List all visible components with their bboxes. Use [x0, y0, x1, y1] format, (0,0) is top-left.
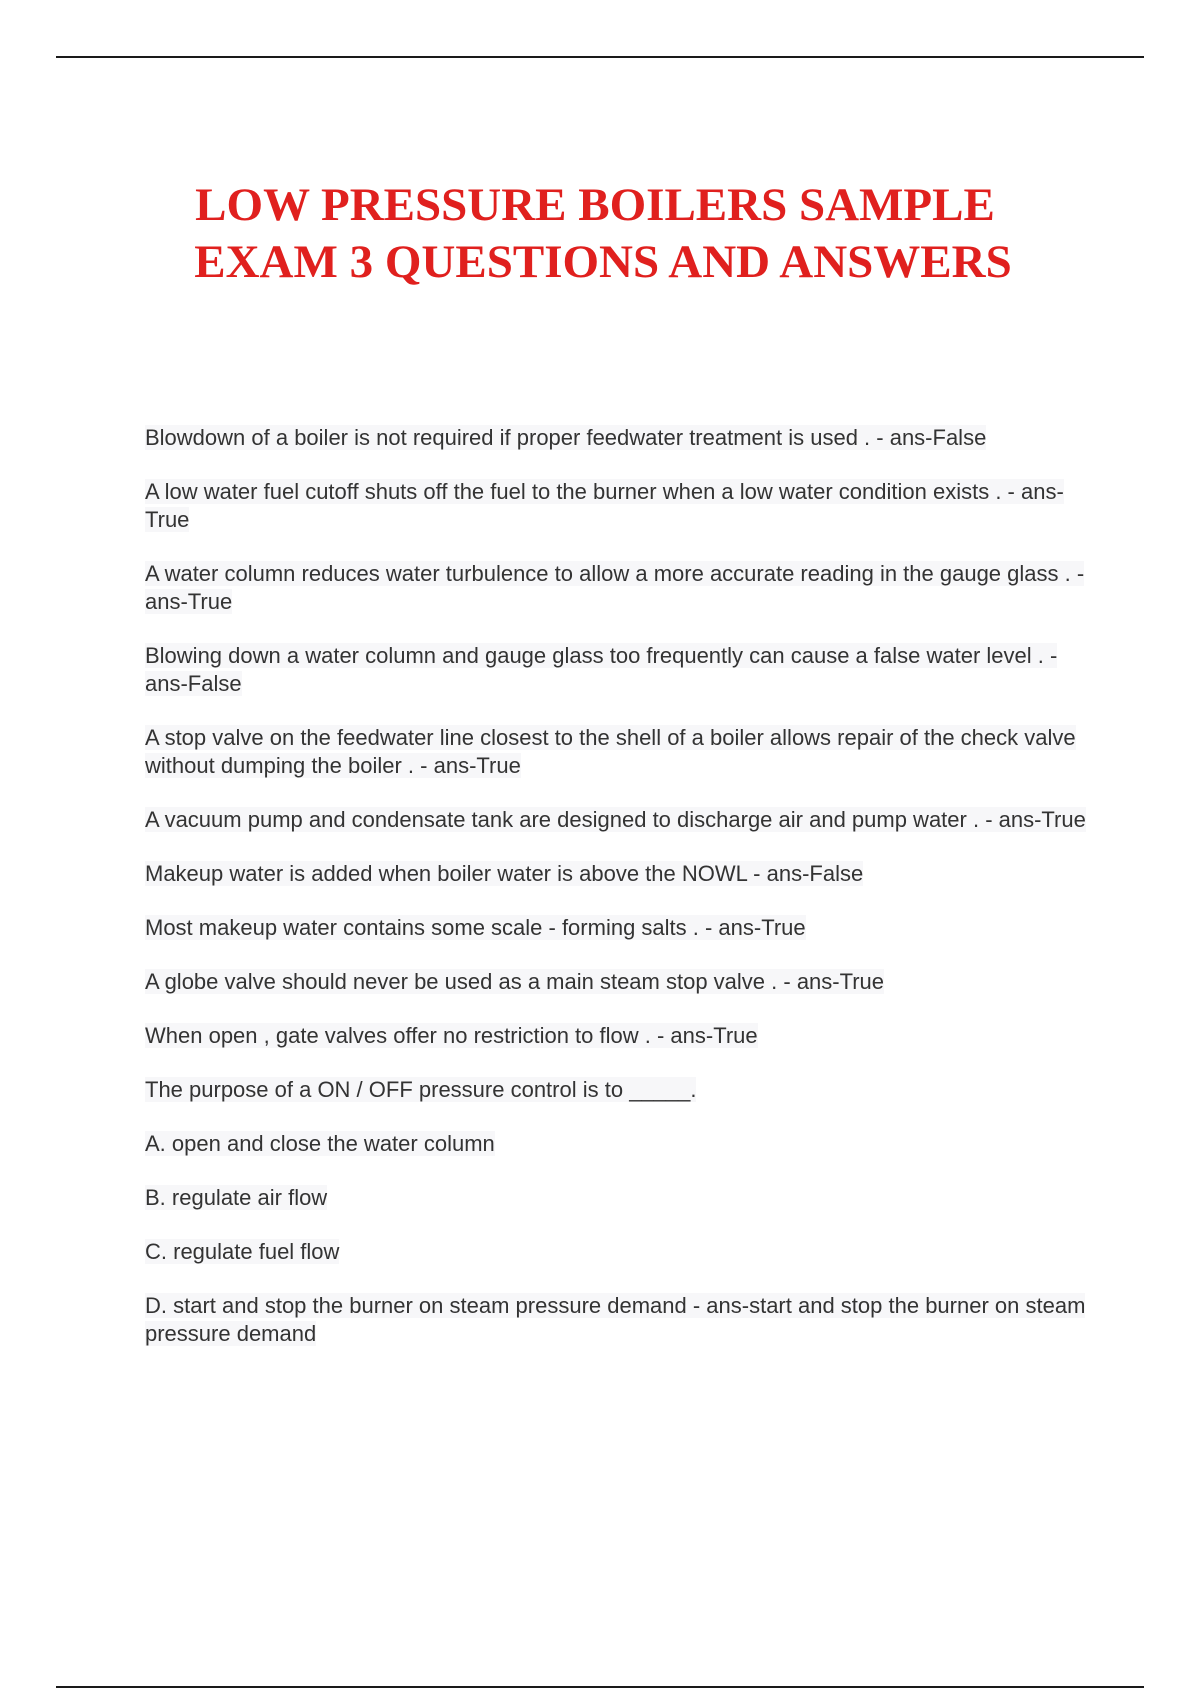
qa-text: D. start and stop the burner on steam pressure demand - ans-start and stop the burner on steam pressure demand	[145, 1293, 1086, 1346]
qa-text: B. regulate air flow	[145, 1185, 328, 1210]
qa-option	[145, 1130, 1095, 1158]
qa-item	[145, 1022, 1095, 1050]
qa-text: A globe valve should never be used as a main steam stop valve . - ans-True	[145, 969, 885, 994]
qa-item	[145, 860, 1095, 888]
qa-item	[145, 914, 1095, 942]
qa-item	[145, 806, 1095, 834]
top-rule	[56, 56, 1144, 58]
qa-item	[145, 1076, 1095, 1104]
qa-text: Blowdown of a boiler is not required if proper feedwater treatment is used . - ans-False	[145, 425, 987, 450]
qa-item	[145, 642, 1095, 698]
document-title	[0, 177, 1200, 291]
qa-option	[145, 1292, 1095, 1348]
qa-text: When open , gate valves offer no restriction to flow . - ans-True	[145, 1023, 758, 1048]
title-line-2: EXAM 3 QUESTIONS AND ANSWERS	[194, 236, 1012, 289]
qa-option	[145, 1238, 1095, 1266]
qa-item	[145, 724, 1095, 780]
qa-text: Most makeup water contains some scale - forming salts . - ans-True	[145, 915, 806, 940]
qa-item	[145, 478, 1095, 534]
question-answer-list	[145, 424, 1095, 1374]
qa-text: Blowing down a water column and gauge glass too frequently can cause a false water level . - ans-False	[145, 643, 1058, 696]
title-line-1: LOW PRESSURE BOILERS SAMPLE	[195, 179, 995, 232]
qa-item	[145, 968, 1095, 996]
qa-option	[145, 1184, 1095, 1212]
qa-text: C. regulate fuel flow	[145, 1239, 340, 1264]
qa-text: The purpose of a ON / OFF pressure control is to _____.	[145, 1077, 697, 1102]
qa-text: A water column reduces water turbulence to allow a more accurate reading in the gauge glass . - ans-True	[145, 561, 1085, 614]
qa-text: A. open and close the water column	[145, 1131, 495, 1156]
qa-text: A stop valve on the feedwater line closest to the shell of a boiler allows repair of the check valve without dumping the boiler . - ans-True	[145, 725, 1076, 778]
qa-item	[145, 424, 1095, 452]
bottom-rule	[56, 1686, 1144, 1688]
qa-text: A low water fuel cutoff shuts off the fuel to the burner when a low water condition exists . - ans-True	[145, 479, 1064, 532]
qa-text: Makeup water is added when boiler water is above the NOWL - ans-False	[145, 861, 864, 886]
qa-text: A vacuum pump and condensate tank are designed to discharge air and pump water . - ans-True	[145, 807, 1086, 832]
qa-item	[145, 560, 1095, 616]
